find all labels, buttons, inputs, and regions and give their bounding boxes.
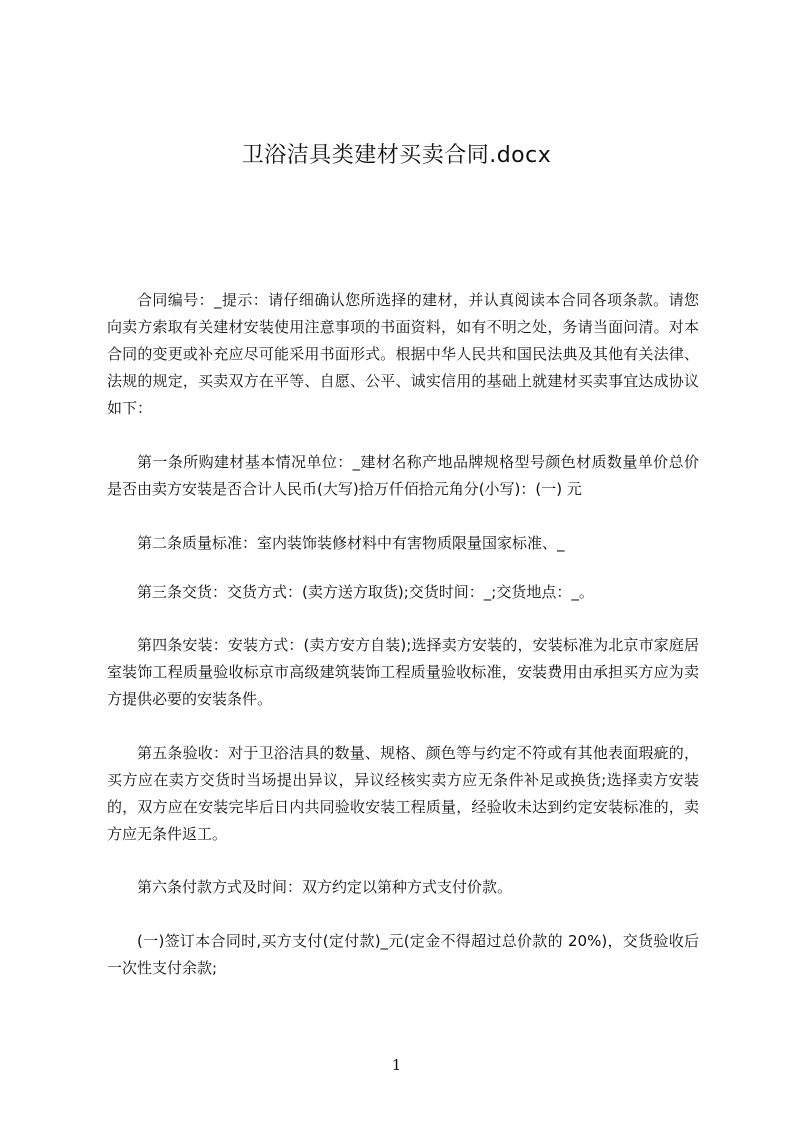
paragraph-contract-intro: 合同编号：_提示：请仔细确认您所选择的建材，并认真阅读本合同各项条款。请您向卖方索取有关建材安装使用注意事项的书面资料，如有不明之处，务请当面问清。对本合同的变更或补充应尽可能采用书面形式。根据中华人民共和国民法典及其他有关法律、法规的规定，买卖双方在平等、自愿、公平、诚实信用的基础上就建材买卖事宜达成协议如下： — [107, 291, 699, 417]
paragraph-payment-option-1: (一)签订本合同时,买方支付(定付款)_元(定金不得超过总价款的 20%)，交货验收后一次性支付余款; — [107, 932, 699, 977]
paragraph-article-3: 第三条交货：交货方式：(卖方送方取货);交货时间：_;交货地点：_。 — [137, 583, 594, 601]
paragraph-article-2: 第二条质量标准：室内装饰装修材料中有害物质限量国家标准、_ — [137, 534, 565, 552]
document-title: 卫浴洁具类建材买卖合同.docx — [241, 143, 552, 168]
page-number: 1 — [391, 1056, 402, 1074]
paragraph-article-6: 第六条付款方式及时间：双方约定以第种方式支付价款。 — [137, 878, 513, 896]
paragraph-article-5: 第五条验收：对于卫浴洁具的数量、规格、颜色等与约定不符或有其他表面瑕疵的，买方应在卖方交货时当场提出异议，异议经核实卖方应无条件补足或换货;选择卖方安装的，双方应在安装完毕后日内共同验收安装工程质量，经验收未达到约定安装标准的，卖方应无条件返工。 — [107, 744, 699, 843]
paragraph-article-1: 第一条所购建材基本情况单位：_建材名称产地品牌规格型号颜色材质数量单价总价是否由卖方安装是否合计人民币(大写)拾万仟佰拾元角分(小写)：(一) 元 — [107, 453, 699, 498]
paragraph-article-4: 第四条安装：安装方式：(卖方安方自装);选择卖方安装的，安装标准为北京市家庭居室装饰工程质量验收标京市高级建筑装饰工程质量验收标准，安装费用由承担买方应为卖方提供必要的安装条件。 — [107, 636, 699, 708]
